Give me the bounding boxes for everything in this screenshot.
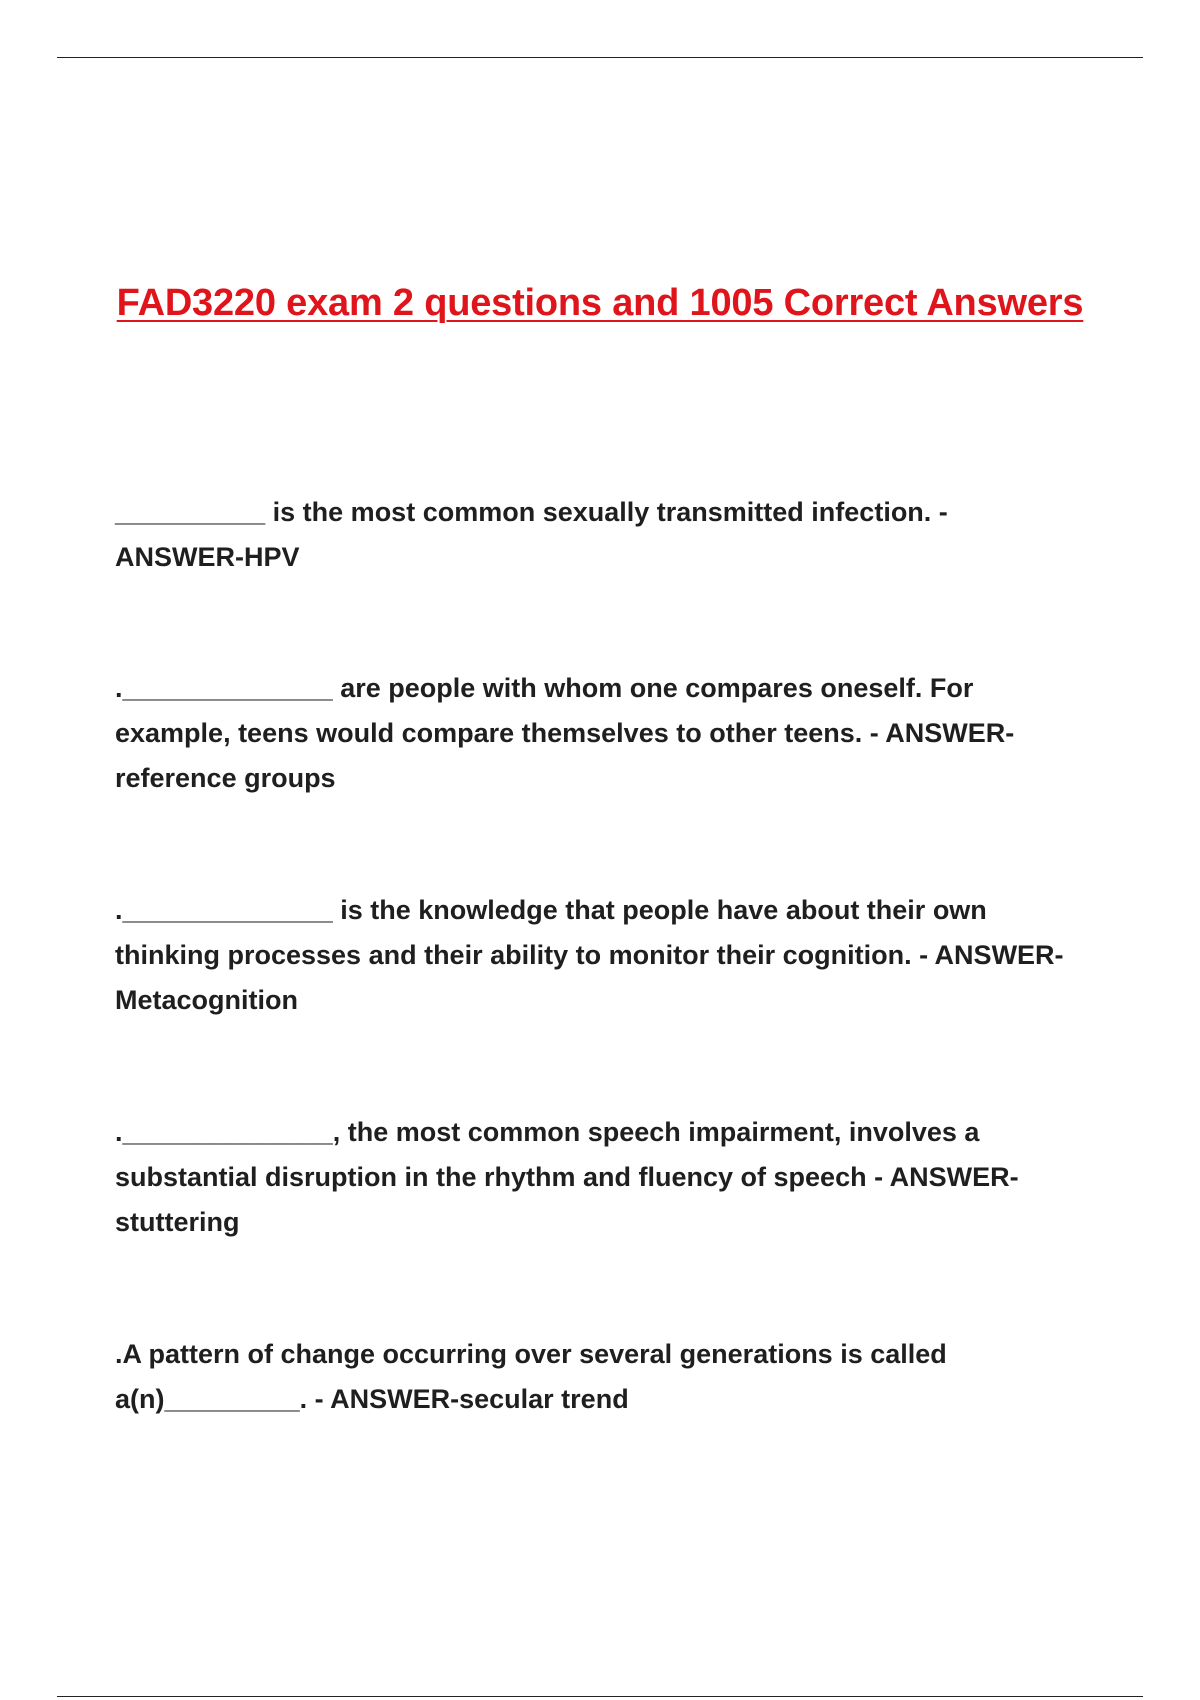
answer-line: ANSWER-HPV (115, 542, 300, 572)
question-block (115, 1332, 1115, 1422)
question-line: example, teens would compare themselves to other teens. - ANSWER- (115, 718, 1015, 748)
question-block (115, 888, 1115, 1023)
answer-line: reference groups (115, 763, 336, 793)
question-line: .______________ are people with whom one compares oneself. For (115, 673, 974, 703)
question-line: .______________ is the knowledge that people have about their own (115, 895, 987, 925)
header-rule (57, 57, 1143, 58)
question-line: .______________, the most common speech impairment, involves a (115, 1117, 980, 1147)
footer-rule (57, 1696, 1143, 1697)
question-block (115, 666, 1115, 801)
document-title: FAD3220 exam 2 questions and 1005 Correct Answers (116, 282, 1084, 324)
question-block (115, 490, 1115, 580)
question-line: __________ is the most common sexually transmitted infection. - (115, 497, 948, 527)
question-line: .A pattern of change occurring over several generations is called (115, 1339, 947, 1369)
answer-line: Metacognition (115, 985, 298, 1015)
question-block (115, 1110, 1115, 1245)
answer-line: stuttering (115, 1207, 240, 1237)
question-line: thinking processes and their ability to monitor their cognition. - ANSWER- (115, 940, 1064, 970)
answer-line: a(n)_________. - ANSWER-secular trend (115, 1384, 629, 1414)
question-line: substantial disruption in the rhythm and fluency of speech - ANSWER- (115, 1162, 1019, 1192)
